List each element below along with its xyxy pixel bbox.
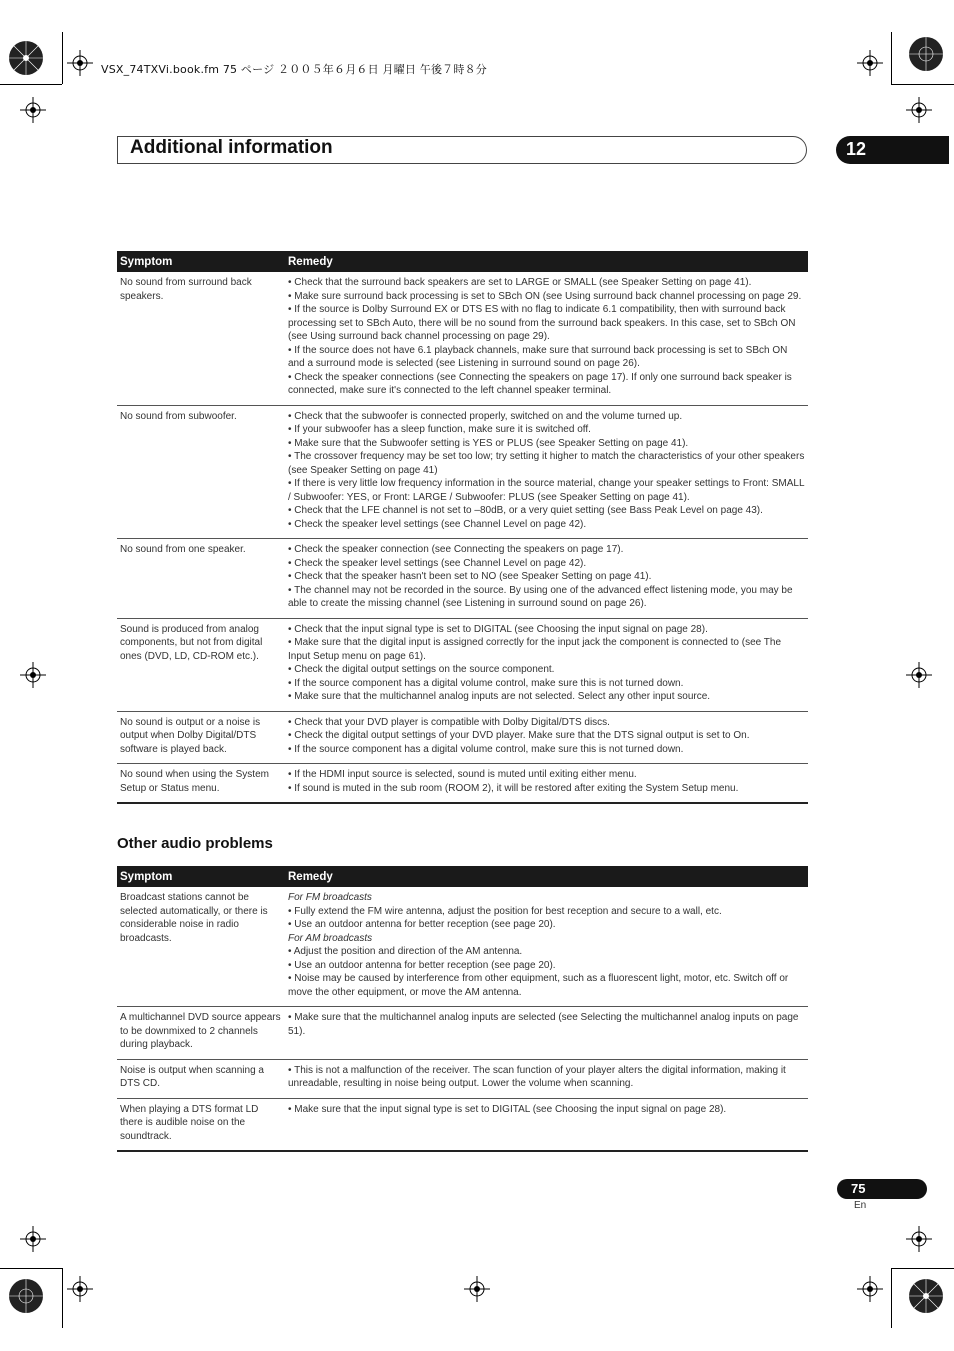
remedy-item: • Make sure that the digital input is assigned correctly for the input jack the component is connected to (see The Input Setup menu on page 61). [288, 637, 782, 662]
page-number: 75 [851, 1181, 866, 1196]
remedy-item: • Adjust the position and direction of the AM antenna. [288, 946, 523, 957]
table-header-row [117, 866, 808, 887]
registration-mark-icon [906, 1226, 932, 1252]
remedy-cell [285, 887, 808, 1007]
remedy-item: • Fully extend the FM wire antenna, adjust the position for best reception and secure to a wall, etc. [288, 905, 722, 917]
remedy-item: • Check that your DVD player is compatible with Dolby Digital/DTS discs. [288, 716, 610, 728]
crop-mark [62, 32, 63, 84]
symptom-cell: Broadcast stations cannot be selected automatically, or there is considerable noise in radio broadcasts. [117, 887, 285, 1007]
remedy-item: • If the source component has a digital volume control, make sure this is not turned down. [288, 677, 684, 689]
remedy-item: • If the source component has a digital volume control, make sure this is not turned down. [288, 743, 684, 755]
remedy-item: • Make sure that the multichannel analog inputs are selected (see Selecting the multichannel analog inputs on page 51). [288, 1012, 799, 1037]
section-heading: Other audio problems [117, 835, 273, 852]
remedy-item: • Check the speaker level settings (see Channel Level on page 42). [288, 557, 587, 569]
page-title: Additional information [130, 137, 333, 158]
symptom-cell: No sound from one speaker. [117, 539, 285, 619]
crop-mark [891, 1268, 954, 1269]
column-header-symptom: Symptom [117, 251, 285, 272]
registration-mark-icon [464, 1276, 490, 1302]
symptom-cell: No sound from subwoofer. [117, 405, 285, 539]
remedy-item: For AM broadcasts [288, 932, 373, 944]
table-row [117, 539, 808, 619]
symptom-cell: When playing a DTS format LD there is audible noise on the soundtrack. [117, 1098, 285, 1151]
remedy-cell [285, 1059, 808, 1098]
table-row [117, 1059, 808, 1098]
registration-wheel-icon [8, 1278, 44, 1314]
other-audio-problems-table [117, 866, 808, 1152]
table-row [117, 272, 808, 405]
remedy-item: • Noise may be caused by interference from other equipment, such as a fluorescent light, motor, etc. Switch off or move the other equipment, or move the AM antenna. [288, 973, 789, 998]
remedy-cell [285, 272, 808, 405]
remedy-cell [285, 711, 808, 764]
registration-wheel-icon [8, 40, 44, 76]
remedy-item: • If your subwoofer has a sleep function, make sure it is switched off. [288, 424, 591, 435]
print-header: VSX_74TXVi.book.fm 75 ページ ２００５年６月６日 月曜日 午後７時８分 [101, 63, 487, 76]
remedy-item: • If the source does not have 6.1 playback channels, make sure that surround back processing is set to SBch ON and a surround mode is selected (see Listening in surround sound on page 26). [288, 344, 788, 369]
crop-mark [891, 84, 954, 85]
remedy-item: For FM broadcasts [288, 892, 372, 903]
remedy-cell [285, 539, 808, 619]
symptom-cell: No sound from surround back speakers. [117, 272, 285, 405]
crop-mark [62, 1268, 63, 1328]
crop-mark [891, 32, 892, 84]
remedy-item: • Check the speaker connections (see Connecting the speakers on page 17). If only one surround back speaker is connected, make sure it's connected to the left channel speaker terminal. [288, 371, 792, 396]
symptom-cell: Noise is output when scanning a DTS CD. [117, 1059, 285, 1098]
remedy-item: • Check that the subwoofer is connected properly, switched on and the volume turned up. [288, 410, 683, 422]
remedy-item: • This is not a malfunction of the receiver. The scan function of your player alters the digital information, making it unreadable, resulting in noise being output. Lower the volume when scanning. [288, 1064, 786, 1089]
crop-mark [891, 1268, 892, 1328]
remedy-item: • Make sure surround back processing is set to SBch ON (see Using surround back channel processing on page 29. [288, 290, 802, 302]
registration-mark-icon [67, 50, 93, 76]
symptom-cell: Sound is produced from analog components, but not from digital ones (DVD, LD, CD-ROM etc.). [117, 618, 285, 711]
table-row [117, 711, 808, 764]
remedy-cell [285, 618, 808, 711]
registration-mark-icon [906, 662, 932, 688]
remedy-cell [285, 764, 808, 804]
crop-mark [0, 84, 62, 85]
remedy-item: • Check the speaker connection (see Connecting the speakers on page 17). [288, 544, 624, 555]
remedy-item: • Make sure that the multichannel analog inputs are not selected. Select any other input source. [288, 691, 711, 702]
registration-wheel-icon [908, 36, 944, 72]
remedy-item: • If sound is muted in the sub room (ROOM 2), it will be restored after exiting the System Setup menu. [288, 782, 739, 794]
chapter-number: 12 [846, 139, 867, 159]
remedy-item: • Check that the LFE channel is not set to –80dB, or a very quiet setting (see Bass Peak Level on page 43). [288, 505, 763, 516]
remedy-item: • Check the speaker level settings (see Channel Level on page 42). [288, 518, 587, 530]
page-language: En [854, 1200, 867, 1211]
remedy-cell [285, 405, 808, 539]
registration-mark-icon [20, 97, 46, 123]
table-row [117, 1007, 808, 1060]
table-row [117, 887, 808, 1007]
registration-wheel-icon [908, 1278, 944, 1314]
remedy-item: • Use an outdoor antenna for better reception (see page 20). [288, 959, 556, 971]
remedy-item: • If there is very little low frequency information in the source material, change your speaker settings to Front: SMALL / Subwoofer: YES, or Front: LARGE / Subwoofer: PLUS (see Speaker Setting on page 41). [288, 478, 805, 503]
remedy-item: • Check the digital output settings of your DVD player. Make sure that the DTS signal output is set to On. [288, 730, 750, 741]
registration-mark-icon [67, 1276, 93, 1302]
registration-mark-icon [857, 1276, 883, 1302]
remedy-cell [285, 1007, 808, 1060]
table-row [117, 405, 808, 539]
remedy-item: • If the source is Dolby Surround EX or DTS ES with no flag to indicate 6.1 compatibility, then with surround back processing set to SBch Auto, there will be no sound from the surround back speakers. In this case, set to SBch ON (see Using surround back channel processing on page 29). [288, 304, 796, 342]
remedy-item: • Check the digital output settings on the source component. [288, 664, 555, 675]
remedy-item: • Use an outdoor antenna for better reception (see page 20). [288, 919, 556, 930]
symptom-cell: No sound when using the System Setup or Status menu. [117, 764, 285, 804]
symptom-cell: A multichannel DVD source appears to be downmixed to 2 channels during playback. [117, 1007, 285, 1060]
table-row [117, 1098, 808, 1151]
remedy-item: • Check that the input signal type is set to DIGITAL (see Choosing the input signal on page 28). [288, 623, 708, 635]
registration-mark-icon [906, 97, 932, 123]
registration-mark-icon [20, 1226, 46, 1252]
remedy-item: • If the HDMI input source is selected, sound is muted until exiting either menu. [288, 769, 637, 780]
table-header-row [117, 251, 808, 272]
remedy-cell [285, 1098, 808, 1151]
table-row [117, 618, 808, 711]
remedy-item: • The channel may not be recorded in the source. By using one of the advanced effect listening mode, you may be able to create the missing channel (see Listening in surround sound on page 26). [288, 584, 793, 609]
symptom-cell: No sound is output or a noise is output when Dolby Digital/DTS software is played back. [117, 711, 285, 764]
registration-mark-icon [20, 662, 46, 688]
column-header-symptom: Symptom [117, 866, 285, 887]
remedy-item: • The crossover frequency may be set too low; try setting it higher to match the characteristics of your other speakers (see Speaker Setting on page 41) [288, 451, 805, 476]
troubleshooting-table [117, 251, 808, 804]
remedy-item: • Make sure that the Subwoofer setting is YES or PLUS (see Speaker Setting on page 41). [288, 437, 689, 449]
registration-mark-icon [857, 50, 883, 76]
remedy-item: • Make sure that the input signal type is set to DIGITAL (see Choosing the input signal on page 28). [288, 1103, 727, 1115]
remedy-item: • Check that the surround back speakers are set to LARGE or SMALL (see Speaker Setting on page 41). [288, 277, 752, 288]
remedy-item: • Check that the speaker hasn't been set to NO (see Speaker Setting on page 41). [288, 571, 652, 582]
table-row [117, 764, 808, 804]
column-header-remedy: Remedy [285, 251, 808, 272]
column-header-remedy: Remedy [285, 866, 808, 887]
crop-mark [0, 1268, 62, 1269]
